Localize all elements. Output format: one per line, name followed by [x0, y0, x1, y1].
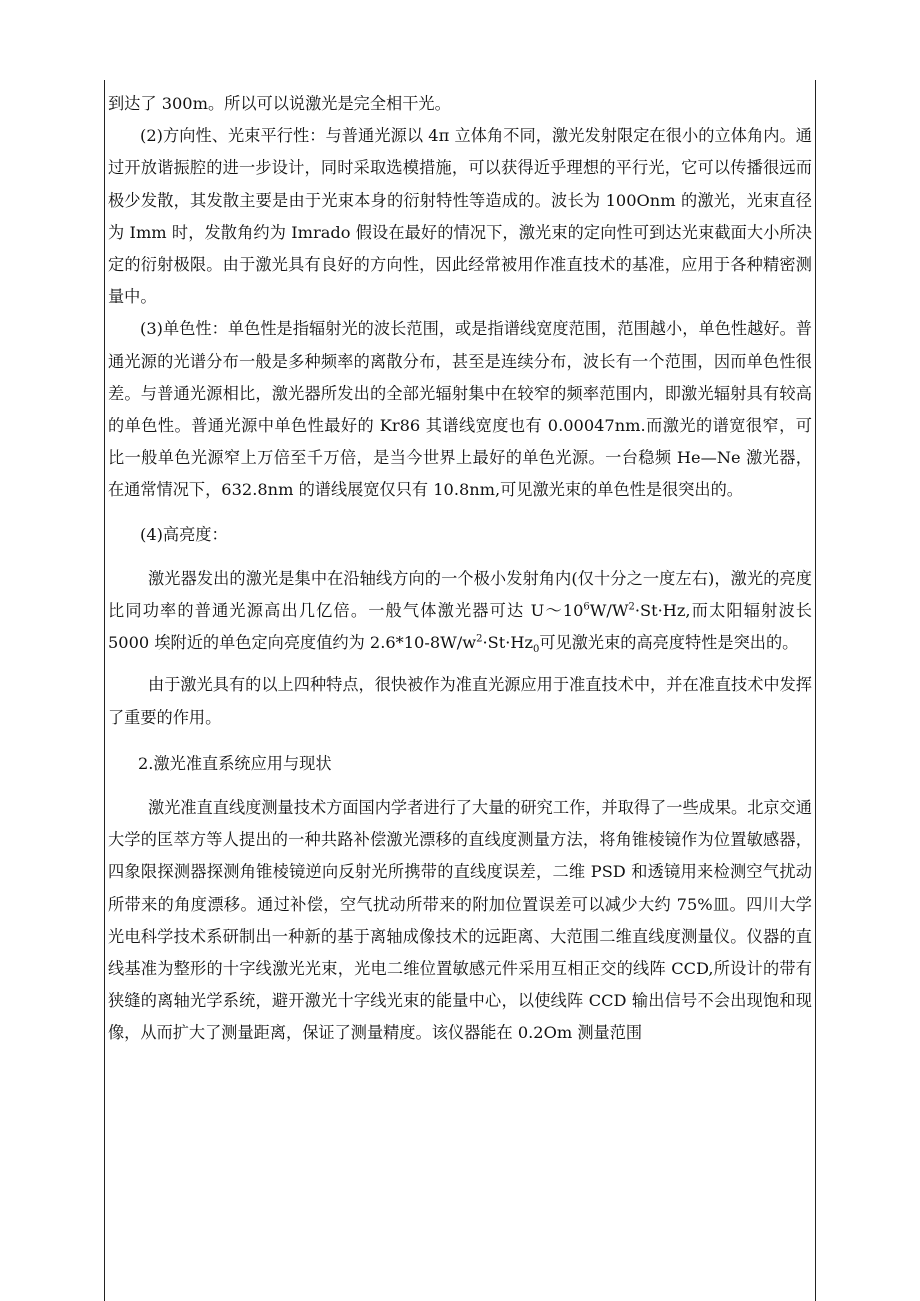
paragraph-research-status: 激光准直直线度测量技术方面国内学者进行了大量的研究工作，并取得了一些成果。北京交通大学的匡萃方等人提出的一种共路补偿激光漂移的直线度测量方法，将角锥棱镜作为位置敏感器，四象限探测器探测角锥棱镜逆向反射光所携带的直线度误差，二维 PSD 和透镜用来检测空气扰动所带来的角度漂移。通过补偿，空气扰动所带来的附加位置误差可以减少大约 75%皿。四川大学光电科学技术系研制出一种新的基于离轴成像技术的远距离、大范围二维直线度测量仪。仪器的直线基准为整形的十字线激光光束，光电二维位置敏感元件采用互相正交的线阵 CCD,所设计的带有狭缝的离轴光学系统，避开激光十字线光束的能量中心，以使线阵 CCD 输出信号不会出现饱和现像，从而扩大了测量距离，保证了测量精度。该仪器能在 0.2Om 测量范围 [108, 798, 812, 1043]
brightness-text-c: ·St·Hz,而太阳辐射波长 5000 埃附近的单色定向亮度值约为 2.6*10-8W/w [108, 601, 812, 653]
brightness-sub-1: 0 [532, 644, 540, 656]
brightness-sup-3: 2 [476, 633, 483, 645]
paragraph-brightness [108, 563, 812, 660]
brightness-text-e: 可见激光束的高亮度特性是突出的。 [539, 633, 799, 653]
paragraph-directionality: (2)方向性、光束平行性：与普通光源以 4π 立体角不同，激光发射限定在很小的立体角内。通过开放谐振腔的进一步设计，同时采取选模措施，可以获得近乎理想的平行光，它可以传播很远而极少发散，其发散主要是由于光束本身的衍射特性等造成的。波长为 100Onm 的激光，光束直径为 Imm 时，发散角约为 Imrado 假设在最好的情况下，激光束的定向性可到达光束截面大小所决定的衍射极限。由于激光具有良好的方向性，因此经常被用作准直技术的基准，应用于各种精密测量中。 [108, 126, 812, 307]
brightness-text-d: ·St·Hz [482, 633, 533, 653]
section-heading-2: 2.激光准直系统应用与现状 [138, 753, 332, 773]
document-body [108, 88, 812, 1050]
brightness-text-a: 激光器发出的激光是集中在沿轴线方向的一个极小发射角内(仅十分之一度左右)，激光的亮度比同功率的普通光源高出几亿倍。一般气体激光器可达 U～10 [108, 568, 812, 621]
brightness-sup-1: 6 [583, 601, 590, 613]
brightness-sup-2: 2 [628, 601, 635, 613]
paragraph-summary: 由于激光具有的以上四种特点，很快被作为准直光源应用于准直技术中，并在准直技术中发挥了重要的作用。 [108, 675, 812, 727]
brightness-text-b: W/W [589, 601, 629, 621]
paragraph-monochromaticity: (3)单色性：单色性是指辐射光的波长范围，或是指谱线宽度范围，范围越小，单色性越好。普通光源的光谱分布一般是多种频率的离散分布，甚至是连续分布，波长有一个范围，因而单色性很差。与普通光源相比，激光器所发出的全部光辐射集中在较窄的频率范围内，即激光辐射具有较高的单色性。普通光源中单色性最好的 Kr86 其谱线宽度也有 0.00047nm.而激光的谱宽很窄，可比一般单色光源窄上万倍至千万倍，是当今世界上最好的单色光源。一台稳频 He—Ne 激光器，在通常情况下，632.8nm 的谱线展宽仅只有 10.8nm,可见激光束的单色性是很突出的。 [108, 319, 812, 500]
paragraph-brightness-heading: (4)高亮度： [140, 524, 228, 544]
paragraph-coherence-end: 到达了 300m。所以可以说激光是完全相干光。 [108, 94, 451, 113]
